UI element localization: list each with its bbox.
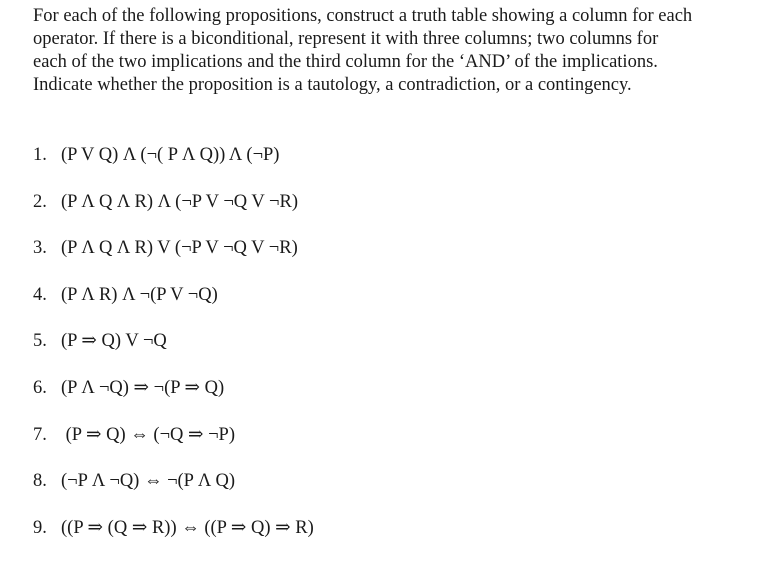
proposition-item-2	[33, 189, 314, 236]
item-number: 5.	[33, 331, 47, 352]
instructions-line: Indicate whether the proposition is a tautology, a contradiction, or a contingency.	[33, 75, 632, 95]
item-number: 6.	[33, 377, 47, 398]
proposition-item-9	[33, 515, 314, 561]
proposition-expression: (P V Q) Λ (¬( P Λ Q)) Λ (¬P)	[61, 145, 280, 165]
proposition-item-6	[33, 375, 314, 422]
item-number: 7.	[33, 424, 47, 445]
proposition-expression: (P ⇒ Q) V ¬Q	[61, 331, 167, 352]
instructions-paragraph	[33, 5, 763, 97]
item-number: 9.	[33, 517, 47, 538]
item-number: 1.	[33, 145, 47, 165]
proposition-expression: ((P ⇒ (Q ⇒ R)) ⇔ ((P ⇒ Q) ⇒ R)	[61, 517, 314, 538]
item-number: 2.	[33, 191, 47, 212]
item-number: 8.	[33, 471, 47, 492]
proposition-list	[33, 142, 314, 561]
proposition-expression: (P Λ R) Λ ¬(P V ¬Q)	[61, 284, 218, 305]
proposition-expression: (¬P Λ ¬Q) ⇔ ¬(P Λ Q)	[61, 471, 235, 492]
proposition-expression: (P Λ ¬Q) ⇒ ¬(P ⇒ Q)	[61, 377, 225, 398]
proposition-expression: (P Λ Q Λ R) V (¬P V ¬Q V ¬R)	[61, 238, 298, 259]
proposition-expression: (P Λ Q Λ R) Λ (¬P V ¬Q V ¬R)	[61, 191, 298, 212]
instructions-line: operator. If there is a biconditional, represent it with three columns; two columns for	[33, 29, 659, 49]
proposition-item-7	[33, 422, 314, 469]
proposition-item-3	[33, 235, 314, 282]
proposition-item-8	[33, 468, 314, 515]
proposition-item-5	[33, 328, 314, 375]
item-number: 4.	[33, 284, 47, 305]
proposition-expression: (P ⇒ Q) ⇔ (¬Q ⇒ ¬P)	[61, 424, 235, 445]
item-number: 3.	[33, 238, 47, 259]
proposition-item-4	[33, 282, 314, 329]
proposition-item-1	[33, 142, 314, 189]
instructions-line: each of the two implications and the third column for the ‘AND’ of the implications.	[33, 52, 658, 72]
instructions-line: For each of the following propositions, construct a truth table showing a column for each	[33, 6, 693, 26]
